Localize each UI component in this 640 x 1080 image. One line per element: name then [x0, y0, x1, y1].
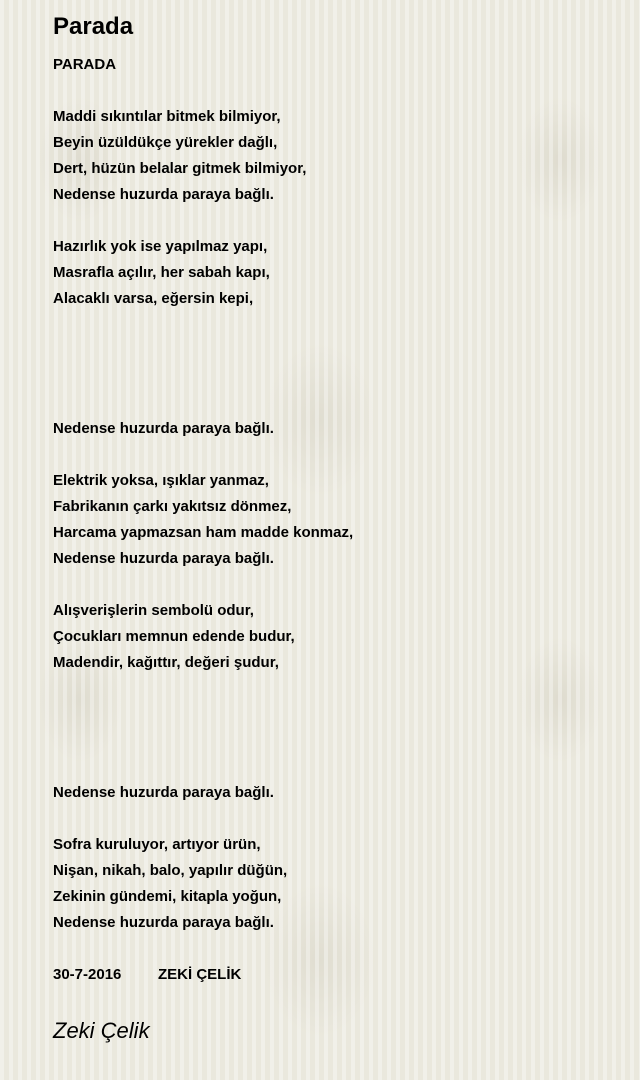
poem-line: Nedense huzurda paraya bağlı.	[53, 186, 274, 203]
poem-line: Beyin üzüldükçe yürekler dağlı,	[53, 134, 278, 151]
poem-line: Madendir, kağıttır, değeri şudur,	[53, 654, 279, 671]
author-name[interactable]: Zeki Çelik	[53, 1018, 150, 1043]
poem-body	[53, 52, 613, 988]
stanza-gap	[53, 572, 613, 598]
poem-line: Zekinin gündemi, kitapla yoğun,	[53, 888, 282, 905]
poem-line: Harcama yapmazsan ham madde konmaz,	[53, 524, 354, 541]
poem-line: Dert, hüzün belalar gitmek bilmiyor,	[53, 160, 307, 177]
poem-line: Alacaklı varsa, eğersin kepi,	[53, 290, 254, 307]
poem-line: Elektrik yoksa, ışıklar yanmaz,	[53, 472, 269, 489]
stanza-2	[53, 234, 613, 442]
page-title: Parada	[53, 13, 134, 40]
stanza-gap	[53, 78, 613, 104]
poem-line: Çocukları memnun edende budur,	[53, 628, 295, 645]
stanza-3	[53, 468, 613, 572]
stanza-gap	[53, 442, 613, 468]
poem-line: Masrafla açılır, her sabah kapı,	[53, 264, 270, 281]
stanza-blank-space	[53, 312, 613, 390]
stanza-1	[53, 104, 613, 208]
stanza-gap	[53, 806, 613, 832]
stanza-blank-space	[53, 676, 613, 754]
stanza-blank-space	[53, 390, 613, 416]
poem-line: Nişan, nikah, balo, yapılır düğün,	[53, 862, 288, 879]
poem-line: Fabrikanın çarkı yakıtsız dönmez,	[53, 498, 292, 515]
poem-line: Nedense huzurda paraya bağlı.	[53, 420, 274, 437]
poem-line: Hazırlık yok ise yapılmaz yapı,	[53, 238, 268, 255]
poem-line: Alışverişlerin sembolü odur,	[53, 602, 254, 619]
poem-line: Sofra kuruluyor, artıyor ürün,	[53, 836, 261, 853]
stanza-4	[53, 598, 613, 806]
poem-signature	[53, 962, 613, 988]
poem-line: Maddi sıkıntılar bitmek bilmiyor,	[53, 108, 281, 125]
poem-signature-name: ZEKİ ÇELİK	[158, 966, 242, 983]
poem-heading: PARADA	[53, 56, 117, 73]
poem-line: Nedense huzurda paraya bağlı.	[53, 550, 274, 567]
stanza-gap	[53, 936, 613, 962]
poem-line: Nedense huzurda paraya bağlı.	[53, 914, 274, 931]
poem-line: Nedense huzurda paraya bağlı.	[53, 784, 274, 801]
stanza-5	[53, 832, 613, 936]
stanza-blank-space	[53, 754, 613, 780]
stanza-gap	[53, 208, 613, 234]
poem-date: 30-7-2016	[53, 966, 122, 983]
